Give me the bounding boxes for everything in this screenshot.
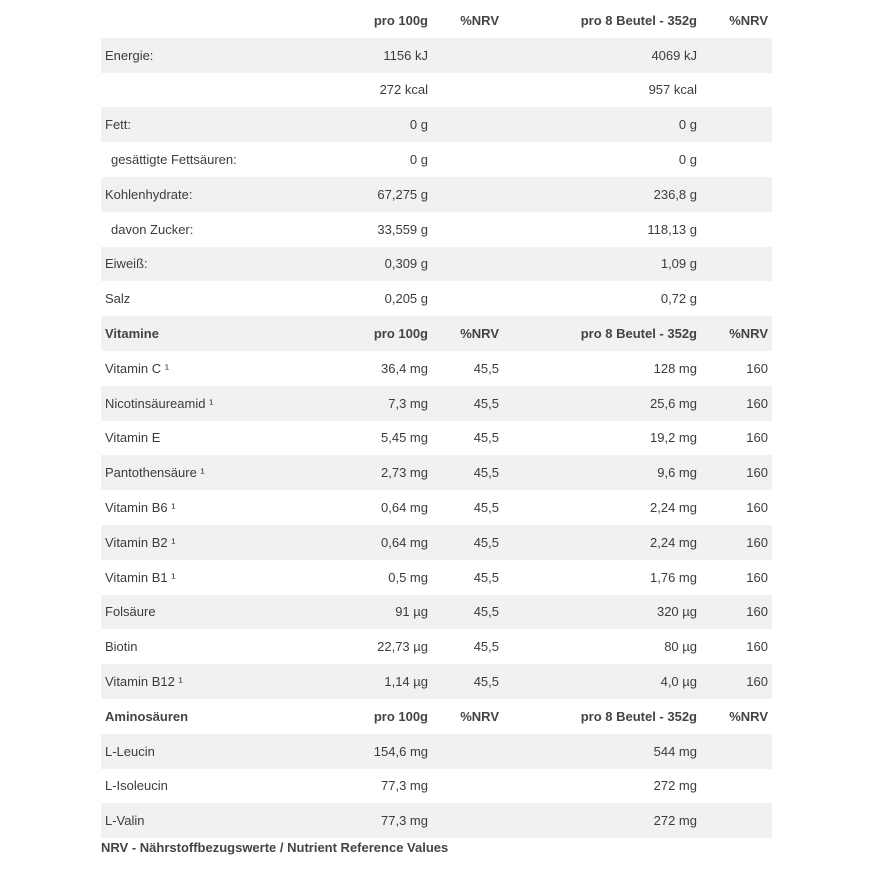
row-nrv-100g: 45,5 [432,525,503,560]
header-per-100g: pro 100g [333,316,432,351]
row-nrv-pack [701,281,772,316]
row-nrv-100g [432,281,503,316]
row-per-pack: 957 kcal [503,73,701,108]
row-per-100g: 2,73 mg [333,455,432,490]
row-nrv-pack [701,734,772,769]
table-row [101,664,772,699]
table-row [101,803,772,838]
header-nrv-pack: %NRV [701,699,772,734]
row-per-100g: 0,64 mg [333,490,432,525]
row-per-pack: 320 µg [503,595,701,630]
row-nrv-100g [432,769,503,804]
row-per-100g: 67,275 g [333,177,432,212]
row-per-pack: 2,24 mg [503,525,701,560]
table-row [101,177,772,212]
row-per-100g: 36,4 mg [333,351,432,386]
row-per-100g: 91 µg [333,595,432,630]
row-label: Biotin [101,629,333,664]
header-nrv-pack: %NRV [701,316,772,351]
table-row [101,386,772,421]
row-per-100g: 1,14 µg [333,664,432,699]
row-label: Energie: [101,38,333,73]
row-per-100g: 0,205 g [333,281,432,316]
row-label: Vitamin B12 ¹ [101,664,333,699]
row-label: Vitamin B2 ¹ [101,525,333,560]
row-nrv-pack: 160 [701,664,772,699]
table-row [101,247,772,282]
row-nrv-100g [432,73,503,108]
row-label: Salz [101,281,333,316]
row-label [101,73,333,108]
row-nrv-100g: 45,5 [432,490,503,525]
table-row [101,769,772,804]
row-label: Vitamin C ¹ [101,351,333,386]
row-label: Kohlenhydrate: [101,177,333,212]
table-header-row [101,3,772,38]
row-nrv-100g: 45,5 [432,421,503,456]
row-nrv-pack: 160 [701,595,772,630]
row-per-pack: 0 g [503,142,701,177]
row-nrv-100g: 45,5 [432,560,503,595]
row-nrv-100g: 45,5 [432,595,503,630]
row-per-pack: 4,0 µg [503,664,701,699]
row-label: Vitamin B6 ¹ [101,490,333,525]
table-row [101,351,772,386]
row-per-100g: 77,3 mg [333,769,432,804]
table-row [101,629,772,664]
row-label: Eiweiß: [101,247,333,282]
row-per-100g: 154,6 mg [333,734,432,769]
row-per-pack: 272 mg [503,803,701,838]
row-per-pack: 19,2 mg [503,421,701,456]
header-per-pack: pro 8 Beutel - 352g [503,316,701,351]
row-per-pack: 0,72 g [503,281,701,316]
row-nrv-100g: 45,5 [432,351,503,386]
row-per-pack: 1,09 g [503,247,701,282]
row-nrv-100g: 45,5 [432,629,503,664]
row-nrv-pack [701,142,772,177]
row-per-100g: 33,559 g [333,212,432,247]
header-nrv-pack: %NRV [701,3,772,38]
row-per-100g: 22,73 µg [333,629,432,664]
row-nrv-pack: 160 [701,386,772,421]
row-nrv-pack [701,769,772,804]
row-nrv-pack: 160 [701,560,772,595]
row-per-100g: 272 kcal [333,73,432,108]
row-nrv-100g: 45,5 [432,386,503,421]
vitamins-section-title: Vitamine [101,316,333,351]
row-per-100g: 0,64 mg [333,525,432,560]
table-row [101,73,772,108]
row-per-pack: 0 g [503,107,701,142]
nutrition-table-container [101,3,772,838]
row-label: Folsäure [101,595,333,630]
amino-header-row [101,699,772,734]
row-nrv-100g [432,38,503,73]
row-per-pack: 272 mg [503,769,701,804]
row-label: L-Isoleucin [101,769,333,804]
table-row [101,421,772,456]
row-per-100g: 0 g [333,107,432,142]
row-nrv-100g [432,177,503,212]
row-nrv-pack: 160 [701,490,772,525]
row-nrv-pack [701,177,772,212]
header-per-100g: pro 100g [333,699,432,734]
row-per-pack: 2,24 mg [503,490,701,525]
row-nrv-pack [701,803,772,838]
table-row [101,734,772,769]
row-nrv-pack: 160 [701,351,772,386]
row-per-100g: 77,3 mg [333,803,432,838]
table-row [101,38,772,73]
row-per-100g: 0,5 mg [333,560,432,595]
table-row [101,212,772,247]
row-label: L-Leucin [101,734,333,769]
nrv-footnote: NRV - Nährstoffbezugswerte / Nutrient Reference Values [101,840,449,855]
table-row [101,281,772,316]
row-nrv-100g: 45,5 [432,664,503,699]
table-row [101,525,772,560]
row-per-pack: 544 mg [503,734,701,769]
table-row [101,107,772,142]
row-per-pack: 128 mg [503,351,701,386]
table-row [101,455,772,490]
header-per-100g: pro 100g [333,3,432,38]
row-per-pack: 236,8 g [503,177,701,212]
header-per-pack: pro 8 Beutel - 352g [503,3,701,38]
header-label [101,3,333,38]
vitamins-header-row [101,316,772,351]
row-per-pack: 1,76 mg [503,560,701,595]
row-nrv-pack: 160 [701,629,772,664]
amino-section-title: Aminosäuren [101,699,333,734]
row-nrv-pack [701,73,772,108]
row-nrv-100g: 45,5 [432,455,503,490]
row-label: Vitamin E [101,421,333,456]
row-per-pack: 4069 kJ [503,38,701,73]
row-per-pack: 9,6 mg [503,455,701,490]
row-label: davon Zucker: [101,212,333,247]
row-per-100g: 1156 kJ [333,38,432,73]
table-row [101,142,772,177]
row-label: Nicotinsäureamid ¹ [101,386,333,421]
row-nrv-pack: 160 [701,525,772,560]
row-label: gesättigte Fettsäuren: [101,142,333,177]
row-nrv-100g [432,107,503,142]
row-nrv-100g [432,142,503,177]
row-label: Pantothensäure ¹ [101,455,333,490]
row-nrv-pack [701,247,772,282]
row-nrv-pack: 160 [701,455,772,490]
row-nrv-100g [432,247,503,282]
row-nrv-100g [432,803,503,838]
header-nrv-100g: %NRV [432,316,503,351]
row-per-100g: 0 g [333,142,432,177]
header-nrv-100g: %NRV [432,3,503,38]
row-per-100g: 7,3 mg [333,386,432,421]
table-row [101,595,772,630]
row-nrv-100g [432,734,503,769]
row-per-pack: 80 µg [503,629,701,664]
header-per-pack: pro 8 Beutel - 352g [503,699,701,734]
row-label: Vitamin B1 ¹ [101,560,333,595]
nutrition-table [101,3,772,838]
row-label: L-Valin [101,803,333,838]
row-per-pack: 118,13 g [503,212,701,247]
row-per-100g: 5,45 mg [333,421,432,456]
row-nrv-pack [701,212,772,247]
row-nrv-pack [701,38,772,73]
row-per-pack: 25,6 mg [503,386,701,421]
row-nrv-pack [701,107,772,142]
row-per-100g: 0,309 g [333,247,432,282]
row-label: Fett: [101,107,333,142]
row-nrv-100g [432,212,503,247]
header-nrv-100g: %NRV [432,699,503,734]
table-row [101,490,772,525]
table-row [101,560,772,595]
row-nrv-pack: 160 [701,421,772,456]
